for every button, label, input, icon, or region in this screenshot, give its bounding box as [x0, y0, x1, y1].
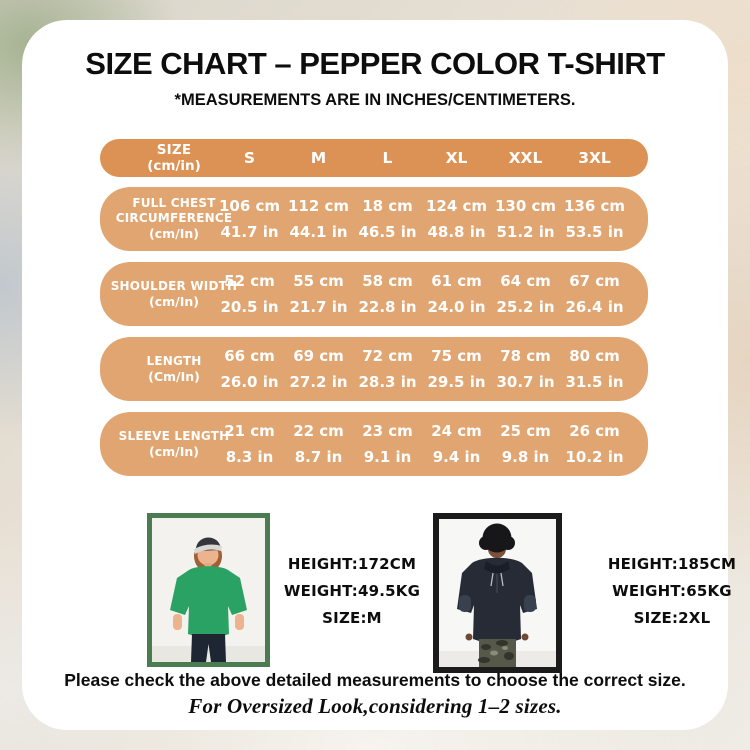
footer-note: Please check the above detailed measurements to choose the correct size.: [64, 670, 686, 690]
table-row-chest: [100, 187, 648, 251]
male-model-photo: [433, 513, 562, 673]
value-cell: 130 cm 51.2 in: [494, 196, 557, 241]
male-model-stats: [588, 551, 750, 632]
stat-size: SIZE:2XL: [633, 609, 711, 627]
row-label-chest: FULL CHEST CIRCUMFERENCE (cm/In): [115, 196, 233, 241]
value-cell: 24 cm 9.4 in: [431, 421, 482, 466]
measurements-subtitle: *MEASUREMENTS ARE IN INCHES/CENTIMETERS.: [174, 91, 576, 109]
value-cell: 75 cm 29.5 in: [427, 346, 486, 391]
stat-size: SIZE:M: [322, 609, 382, 627]
female-model-figure: [152, 518, 265, 662]
value-cell: 112 cm 44.1 in: [287, 196, 350, 241]
value-cell: 72 cm 28.3 in: [358, 346, 417, 391]
model-photos-section: [22, 493, 737, 678]
size-col-xl: XL: [445, 149, 468, 167]
value-cell: 21 cm 8.3 in: [224, 421, 275, 466]
value-cell: 124 cm 48.8 in: [425, 196, 488, 241]
value-cell: 61 cm 24.0 in: [427, 271, 486, 316]
table-row-shoulder: [100, 262, 648, 326]
size-header-line2: (cm/in): [147, 158, 201, 174]
size-col-s: S: [243, 149, 256, 167]
row-label-sleeve: SLEEVE LENGTH (cm/In): [118, 428, 230, 459]
value-cell: 23 cm 9.1 in: [362, 421, 413, 466]
value-cell: 64 cm 25.2 in: [496, 271, 555, 316]
row-label-length: LENGTH (Cm/In): [146, 353, 202, 384]
value-cell: 52 cm 20.5 in: [220, 271, 279, 316]
stat-weight: WEIGHT:65KG: [612, 582, 732, 600]
size-col-3xl: 3XL: [578, 149, 611, 167]
size-col-xxl: XXL: [508, 149, 543, 167]
stat-weight: WEIGHT:49.5KG: [283, 582, 421, 600]
size-chart-card: [22, 20, 737, 730]
page-title: SIZE CHART – PEPPER COLOR T-SHIRT: [85, 46, 665, 81]
value-cell: 58 cm 22.8 in: [358, 271, 417, 316]
table-header-row: [100, 139, 648, 177]
value-cell: 69 cm 27.2 in: [289, 346, 348, 391]
table-row-length: [100, 337, 648, 401]
value-cell: 25 cm 9.8 in: [500, 421, 551, 466]
value-cell: 22 cm 8.7 in: [293, 421, 344, 466]
value-cell: 26 cm 10.2 in: [565, 421, 624, 466]
value-cell: 80 cm 31.5 in: [565, 346, 624, 391]
male-model-figure: [439, 519, 556, 667]
value-cell: 55 cm 21.7 in: [289, 271, 348, 316]
row-label-shoulder: SHOULDER WIDTH (cm/In): [110, 278, 238, 309]
size-col-l: L: [382, 149, 393, 167]
value-cell: 66 cm 26.0 in: [220, 346, 279, 391]
value-cell: 78 cm 30.7 in: [496, 346, 555, 391]
value-cell: 67 cm 26.4 in: [565, 271, 624, 316]
size-header-line1: SIZE: [156, 142, 192, 158]
value-cell: 18 cm 46.5 in: [358, 196, 417, 241]
stat-height: HEIGHT:172CM: [287, 555, 417, 573]
footer-oversized-note: For Oversized Look,considering 1–2 sizes.: [188, 694, 562, 718]
value-cell: 136 cm 53.5 in: [563, 196, 626, 241]
female-model-photo: [147, 513, 270, 667]
size-col-m: M: [310, 149, 327, 167]
size-table: [100, 139, 648, 487]
female-model-stats: [268, 551, 436, 632]
table-row-sleeve: [100, 412, 648, 476]
value-cell: 106 cm 41.7 in: [218, 196, 281, 241]
stat-height: HEIGHT:185CM: [607, 555, 737, 573]
